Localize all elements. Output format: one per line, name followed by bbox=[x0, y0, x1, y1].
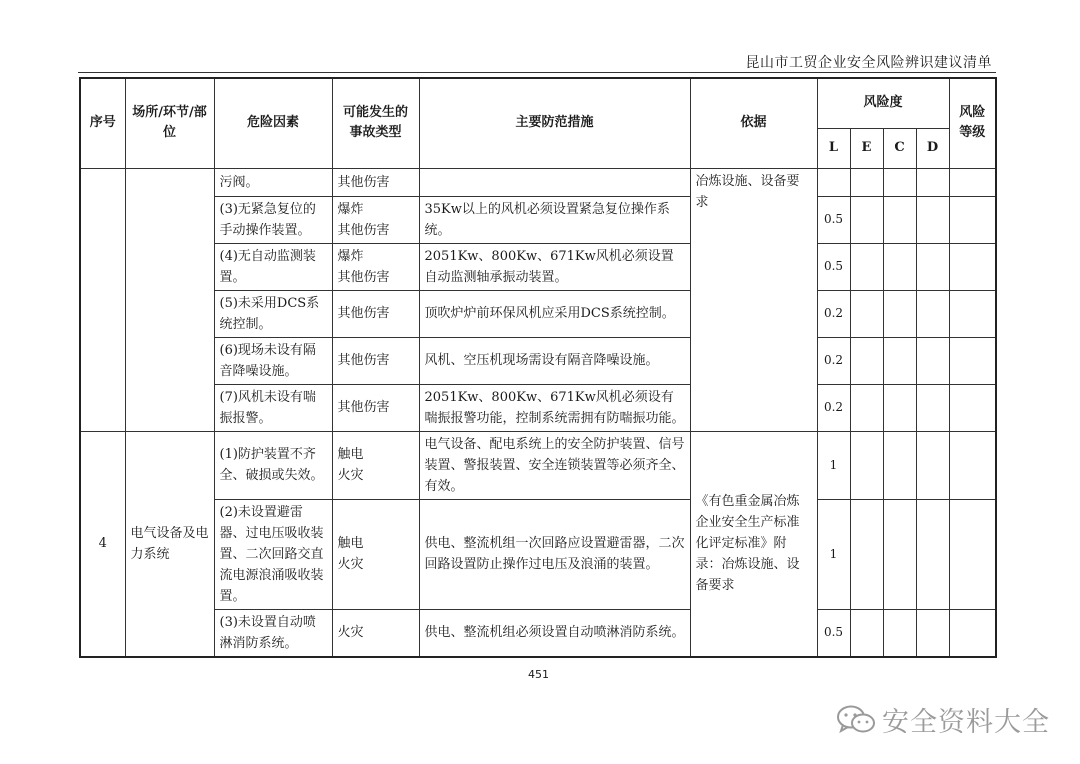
measures-cell: 顶吹炉炉前环保风机应采用DCS系统控制。 bbox=[419, 290, 690, 337]
hazard-cell: (5)未采用DCS系统控制。 bbox=[214, 290, 332, 337]
risk-level-cell bbox=[949, 196, 996, 243]
basis-cell: 冶炼设施、设备要求 bbox=[690, 168, 817, 431]
L-cell: 0.5 bbox=[817, 196, 850, 243]
L-cell: 0.5 bbox=[817, 609, 850, 657]
col-risk-level-header: 风险等级 bbox=[949, 78, 996, 168]
measures-cell bbox=[419, 168, 690, 196]
table-row bbox=[80, 384, 996, 431]
hazard-cell: 污阀。 bbox=[214, 168, 332, 196]
location-cell bbox=[125, 168, 214, 431]
col-D-header: D bbox=[916, 128, 949, 168]
C-cell bbox=[883, 337, 916, 384]
E-cell bbox=[850, 290, 883, 337]
risk-level-cell bbox=[949, 499, 996, 609]
accident-cell: 触电 火灾 bbox=[332, 499, 419, 609]
col-hazard-header: 危险因素 bbox=[214, 78, 332, 168]
wechat-icon bbox=[836, 704, 876, 736]
C-cell bbox=[883, 499, 916, 609]
col-location-header: 场所/环节/部位 bbox=[125, 78, 214, 168]
hazard-cell: (3)无紧急复位的手动操作装置。 bbox=[214, 196, 332, 243]
accident-cell: 其他伤害 bbox=[332, 290, 419, 337]
table-row bbox=[80, 337, 996, 384]
table-row bbox=[80, 499, 996, 609]
measures-cell: 供电、整流机组一次回路应设置避雷器，二次回路设置防止操作过电压及浪涌的装置。 bbox=[419, 499, 690, 609]
C-cell bbox=[883, 384, 916, 431]
col-seq-header: 序号 bbox=[80, 78, 125, 168]
location-cell: 电气设备及电力系统 bbox=[125, 431, 214, 657]
E-cell bbox=[850, 431, 883, 499]
accident-cell: 火灾 bbox=[332, 609, 419, 657]
col-risk-degree-header: 风险度 bbox=[817, 78, 949, 128]
table-row bbox=[80, 609, 996, 657]
D-cell bbox=[916, 609, 949, 657]
risk-level-cell bbox=[949, 290, 996, 337]
hazard-cell: (2)未设置避雷器、过电压吸收装置、二次回路交直流电源浪涌吸收装置。 bbox=[214, 499, 332, 609]
E-cell bbox=[850, 499, 883, 609]
risk-level-cell bbox=[949, 168, 996, 196]
E-cell bbox=[850, 196, 883, 243]
accident-cell: 爆炸 其他伤害 bbox=[332, 243, 419, 290]
L-cell: 0.2 bbox=[817, 337, 850, 384]
risk-level-cell bbox=[949, 243, 996, 290]
L-cell: 1 bbox=[817, 499, 850, 609]
measures-cell: 电气设备、配电系统上的安全防护装置、信号装置、警报装置、安全连锁装置等必须齐全、有效。 bbox=[419, 431, 690, 499]
L-cell: 0.2 bbox=[817, 384, 850, 431]
C-cell bbox=[883, 431, 916, 499]
risk-table bbox=[79, 77, 997, 658]
col-L-header: L bbox=[817, 128, 850, 168]
C-cell bbox=[883, 609, 916, 657]
accident-cell: 其他伤害 bbox=[332, 384, 419, 431]
col-basis-header: 依据 bbox=[690, 78, 817, 168]
measures-cell: 风机、空压机现场需设有隔音降噪设施。 bbox=[419, 337, 690, 384]
hazard-cell: (6)现场未设有隔音降噪设施。 bbox=[214, 337, 332, 384]
measures-cell: 2051Kw、800Kw、671Kw风机必须设有喘振报警功能，控制系统需拥有防喘振功能。 bbox=[419, 384, 690, 431]
col-E-header: E bbox=[850, 128, 883, 168]
accident-cell: 爆炸 其他伤害 bbox=[332, 196, 419, 243]
watermark-text: 安全资料大全 bbox=[882, 707, 1050, 738]
header-rule bbox=[78, 72, 996, 73]
D-cell bbox=[916, 243, 949, 290]
measures-cell: 2051Kw、800Kw、671Kw风机必须设置自动监测轴承振动装置。 bbox=[419, 243, 690, 290]
risk-level-cell bbox=[949, 384, 996, 431]
basis-cell: 《有色重金属冶炼企业安全生产标准化评定标准》附录：冶炼设施、设备要求 bbox=[690, 431, 817, 657]
table-row bbox=[80, 196, 996, 243]
E-cell bbox=[850, 337, 883, 384]
L-cell: 0.2 bbox=[817, 290, 850, 337]
D-cell bbox=[916, 431, 949, 499]
D-cell bbox=[916, 196, 949, 243]
document-header: 昆山市工贸企业安全风险辨识建议清单 bbox=[745, 55, 992, 71]
watermark bbox=[836, 700, 1050, 739]
risk-level-cell bbox=[949, 431, 996, 499]
D-cell bbox=[916, 384, 949, 431]
table-row bbox=[80, 290, 996, 337]
accident-cell: 触电 火灾 bbox=[332, 431, 419, 499]
page-number: 451 bbox=[528, 668, 549, 681]
C-cell bbox=[883, 168, 916, 196]
seq-cell: 4 bbox=[80, 431, 125, 657]
table-row bbox=[80, 168, 996, 196]
measures-cell: 35Kw以上的风机必须设置紧急复位操作系统。 bbox=[419, 196, 690, 243]
seq-cell bbox=[80, 168, 125, 431]
C-cell bbox=[883, 243, 916, 290]
D-cell bbox=[916, 168, 949, 196]
risk-level-cell bbox=[949, 337, 996, 384]
L-cell bbox=[817, 168, 850, 196]
C-cell bbox=[883, 196, 916, 243]
E-cell bbox=[850, 609, 883, 657]
risk-level-cell bbox=[949, 609, 996, 657]
col-measures-header: 主要防范措施 bbox=[419, 78, 690, 168]
E-cell bbox=[850, 384, 883, 431]
hazard-cell: (1)防护装置不齐全、破损或失效。 bbox=[214, 431, 332, 499]
col-accident-header: 可能发生的事故类型 bbox=[332, 78, 419, 168]
table-row bbox=[80, 431, 996, 499]
accident-cell: 其他伤害 bbox=[332, 168, 419, 196]
table-row bbox=[80, 243, 996, 290]
D-cell bbox=[916, 499, 949, 609]
E-cell bbox=[850, 168, 883, 196]
D-cell bbox=[916, 337, 949, 384]
L-cell: 1 bbox=[817, 431, 850, 499]
hazard-cell: (7)风机未设有喘振报警。 bbox=[214, 384, 332, 431]
L-cell: 0.5 bbox=[817, 243, 850, 290]
col-C-header: C bbox=[883, 128, 916, 168]
accident-cell: 其他伤害 bbox=[332, 337, 419, 384]
measures-cell: 供电、整流机组必须设置自动喷淋消防系统。 bbox=[419, 609, 690, 657]
hazard-cell: (4)无自动监测装置。 bbox=[214, 243, 332, 290]
D-cell bbox=[916, 290, 949, 337]
C-cell bbox=[883, 290, 916, 337]
hazard-cell: (3)未设置自动喷淋消防系统。 bbox=[214, 609, 332, 657]
E-cell bbox=[850, 243, 883, 290]
